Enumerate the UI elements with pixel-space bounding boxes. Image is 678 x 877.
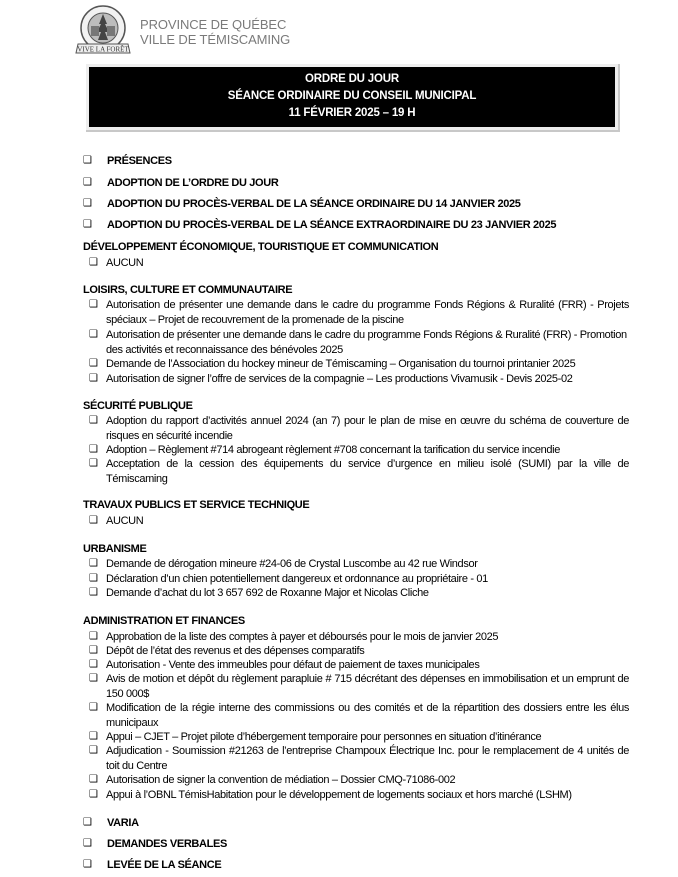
section-item: ❑ Adjudication - Soumission #21263 de l’entreprise Champoux Électrique Inc. pour le remplacement de 4 unités de toit du Centre	[89, 745, 629, 772]
checkbox-icon: ❑	[89, 745, 98, 756]
section-item: ❑ Autorisation de présenter une demande dans le cadre du programme Fonds Régions & Ruralité (FRR) - Promotion des activités et reconnaissance des bénévoles 2025	[89, 329, 627, 356]
section-item: ❑ Approbation de la liste des comptes à payer et déboursés pour le mois de janvier 2025	[89, 631, 499, 643]
checkbox-icon: ❑	[89, 774, 98, 785]
section-title-public-safety: SÉCURITÉ PUBLIQUE	[83, 400, 193, 412]
agenda-title-banner	[89, 67, 615, 127]
checkbox-icon: ❑	[89, 645, 98, 656]
checkbox-icon: ❑	[83, 155, 92, 166]
section-item: ❑ AUCUN	[89, 257, 144, 269]
checkbox-icon: ❑	[83, 838, 92, 849]
checkbox-icon: ❑	[89, 659, 98, 670]
checkbox-icon: ❑	[83, 817, 92, 828]
org-province: PROVINCE DE QUÉBEC	[140, 17, 287, 32]
checkbox-icon: ❑	[89, 257, 98, 268]
section-item: ❑ Modification de la régie interne des commissions ou des comités et de la répartition des dossiers entre les élus municipaux	[89, 702, 629, 729]
section-item: ❑ Déclaration d’un chien potentiellement dangereux et ordonnance au propriétaire - 01	[89, 573, 488, 585]
section-item: ❑ Dépôt de l’état des revenus et des dépenses comparatifs	[89, 645, 365, 657]
checkbox-icon: ❑	[89, 373, 98, 384]
section-item: ❑ AUCUN	[89, 515, 144, 527]
checkbox-icon: ❑	[89, 458, 98, 469]
checkbox-icon: ❑	[89, 673, 98, 684]
checkbox-icon: ❑	[89, 515, 98, 526]
section-title-economic-development: DÉVELOPPEMENT ÉCONOMIQUE, TOURISTIQUE ET COMMUNICATION	[83, 241, 439, 253]
checkbox-icon: ❑	[89, 329, 98, 340]
section-item: ❑ Appui – CJET – Projet pilote d’hébergement temporaire pour personnes en situation d’itinérance	[89, 731, 542, 743]
section-title-public-works: TRAVAUX PUBLICS ET SERVICE TECHNIQUE	[83, 499, 310, 511]
section-item: ❑ Autorisation - Vente des immeubles pour défaut de paiement de taxes municipales	[89, 659, 480, 671]
agenda-title-box	[86, 64, 620, 132]
section-item: ❑ Autorisation de signer la convention de médiation – Dossier CMQ-71086-002	[89, 774, 456, 786]
section-item: ❑ Avis de motion et dépôt du règlement parapluie # 715 décrétant des dépenses en immobilisation et un emprunt de 150 000$	[89, 673, 629, 700]
title-line-session: SÉANCE ORDINAIRE DU CONSEIL MUNICIPAL	[227, 90, 477, 102]
section-item: ❑ Demande d’achat du lot 3 657 692 de Roxanne Major et Nicolas Cliche	[89, 587, 429, 599]
checkbox-icon: ❑	[89, 573, 98, 584]
section-title-leisure-culture: LOISIRS, CULTURE ET COMMUNAUTAIRE	[83, 284, 293, 296]
section-item: ❑ Autorisation de signer l’offre de services de la compagnie – Les productions Vivamusik - Devis 2025-02	[89, 373, 573, 385]
section-item: ❑ Appui à l’OBNL TémisHabitation pour le développement de logements sociaux et hors marché (LSHM)	[89, 789, 572, 801]
title-line-agenda: ORDRE DU JOUR	[305, 73, 399, 85]
checkbox-icon: ❑	[83, 177, 92, 188]
checkbox-icon: ❑	[89, 587, 98, 598]
checkbox-icon: ❑	[83, 219, 92, 230]
section-item: ❑ Acceptation de la cession des équipements du service d’urgence en milieu isolé (SUMI) par la ville de Témiscaming	[89, 458, 629, 485]
org-city: VILLE DE TÉMISCAMING	[140, 32, 291, 47]
checkbox-icon: ❑	[89, 299, 98, 310]
checkbox-icon: ❑	[89, 789, 98, 800]
organization-header	[140, 17, 290, 47]
title-line-date: 11 FÉVRIER 2025 – 19 H	[288, 107, 416, 119]
section-item: ❑ Demande de l’Association du hockey mineur de Témiscaming – Organisation du tournoi printanier 2025	[89, 358, 576, 370]
checkbox-icon: ❑	[89, 358, 98, 369]
municipal-seal-logo	[72, 4, 134, 60]
checkbox-icon: ❑	[89, 415, 98, 426]
section-item: ❑ Adoption – Règlement #714 abrogeant règlement #708 concernant la tarification du service incendie	[89, 444, 561, 456]
section-item: ❑ Autorisation de présenter une demande dans le cadre du programme Fonds Régions & Ruralité (FRR) - Projets spéciaux – Projet de recouvrement de la promenade de la piscine	[89, 299, 629, 326]
checkbox-icon: ❑	[89, 444, 98, 455]
checkbox-icon: ❑	[89, 558, 98, 569]
section-title-administration-finance: ADMINISTRATION ET FINANCES	[83, 615, 245, 627]
checkbox-icon: ❑	[83, 859, 92, 870]
section-item: ❑ Demande de dérogation mineure #24-06 de Crystal Luscombe au 42 rue Windsor	[89, 558, 478, 570]
logo-motto: VIVE LA FORÊT	[77, 45, 129, 54]
section-item: ❑ Adoption du rapport d’activités annuel 2024 (an 7) pour le plan de mise en œuvre du schéma de couverture de risques en sécurité incendie	[89, 415, 629, 442]
checkbox-icon: ❑	[89, 631, 98, 642]
seal-icon	[72, 4, 134, 60]
checkbox-icon: ❑	[89, 731, 98, 742]
checkbox-icon: ❑	[83, 198, 92, 209]
section-title-urbanism: URBANISME	[83, 543, 147, 555]
checkbox-icon: ❑	[89, 702, 98, 713]
